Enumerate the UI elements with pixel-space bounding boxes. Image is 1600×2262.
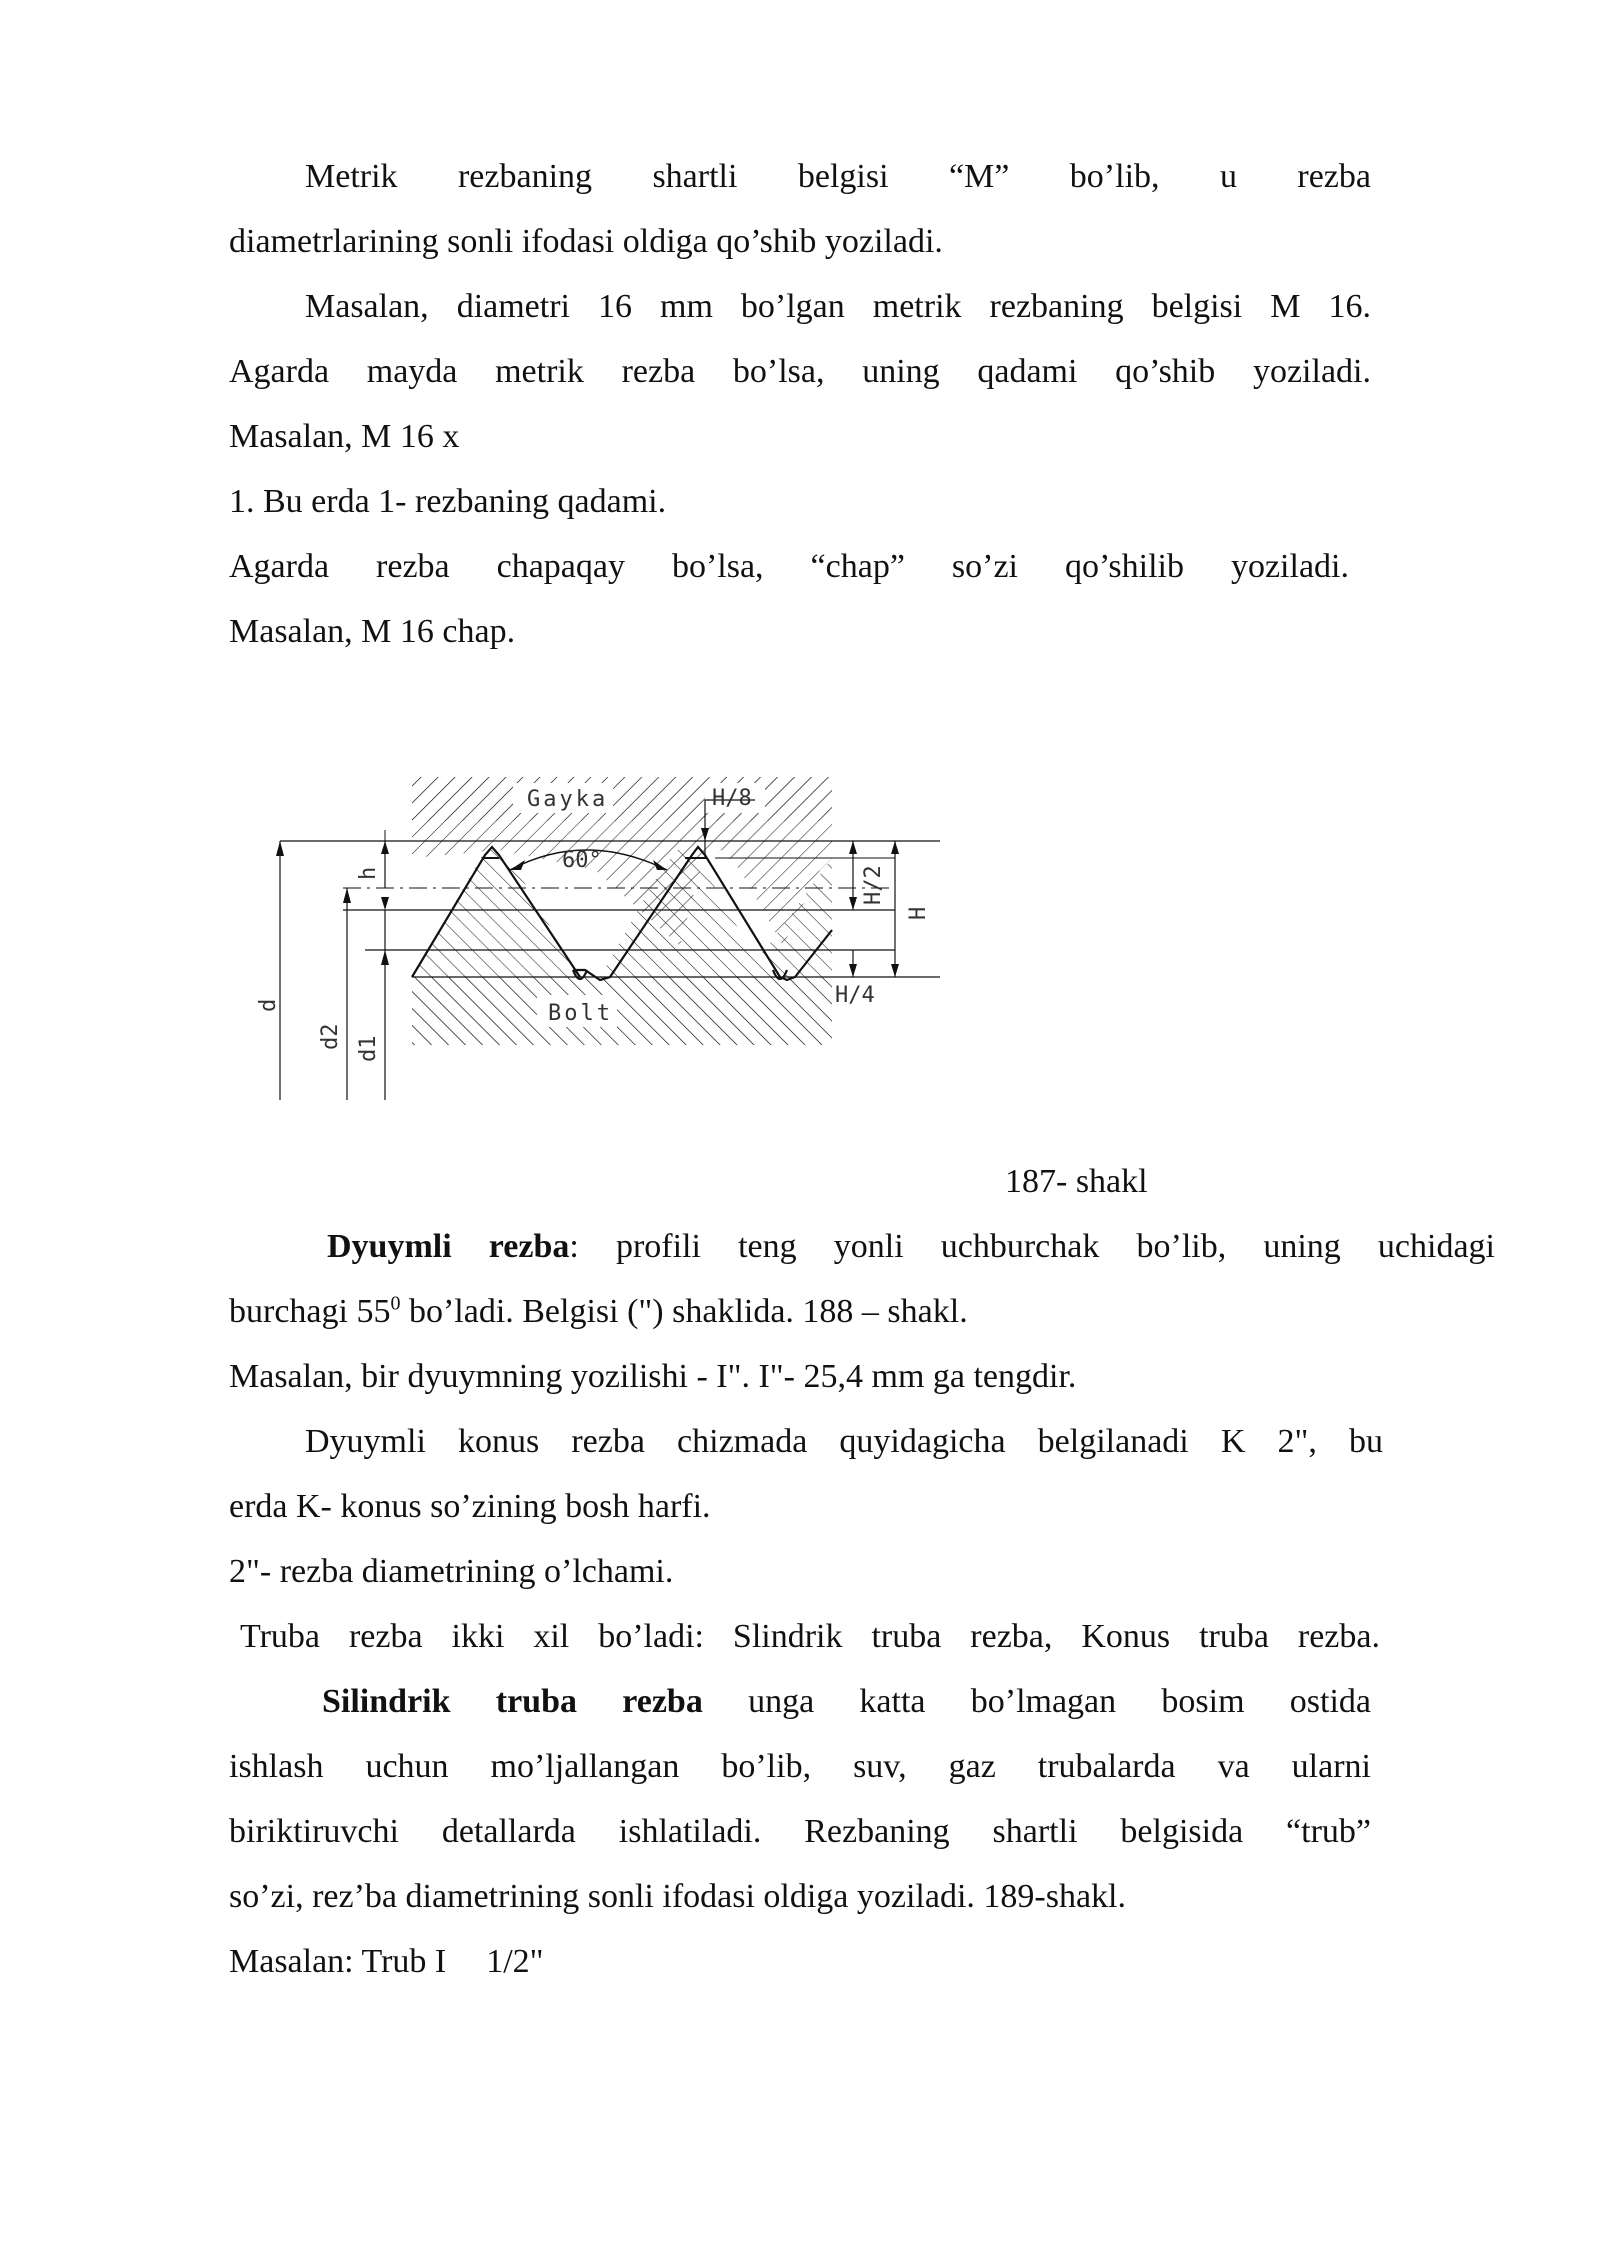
label-d2: d2 bbox=[318, 1023, 343, 1050]
para2-line1: Masalan, diametri 16 mm bo’lgan metrik rezbaning belgisi M 16. bbox=[305, 288, 1371, 325]
para4-line2: erda K- konus so’zining bosh harfi. bbox=[229, 1488, 711, 1525]
para5-heading: Silindrik truba rezba bbox=[322, 1683, 703, 1720]
figure-caption: 187- shakl bbox=[1005, 1163, 1148, 1200]
para2-line3: Masalan, M 16 x bbox=[229, 418, 460, 455]
para4-line3: 2"- rezba diametrining o’lchami. bbox=[229, 1553, 674, 1590]
para5-line5 bbox=[229, 1942, 1371, 1982]
para5-line4: so’zi, rez’ba diametrining sonli ifodasi oldiga yoziladi. 189-shakl. bbox=[229, 1878, 1126, 1915]
para5-line1-text: unga katta bo’lmagan bosim ostida bbox=[702, 1683, 1372, 1720]
para5-line5-b: 1/2" bbox=[486, 1943, 544, 1980]
para5-line1 bbox=[322, 1682, 1371, 1722]
para5-line5-a: Masalan: Trub I bbox=[229, 1943, 447, 1980]
para2-line2: Agarda mayda metrik rezba bo’lsa, uning qadami qo’shib yoziladi. bbox=[229, 353, 1371, 390]
label-h4: H/4 bbox=[835, 983, 875, 1008]
thread-profile-figure bbox=[256, 770, 975, 1120]
label-H: H bbox=[906, 906, 931, 920]
para2-line6: Masalan, M 16 chap. bbox=[229, 613, 516, 650]
para3-line2-a: burchagi 55 bbox=[229, 1293, 391, 1330]
para3-heading: Dyuymli rezba bbox=[327, 1228, 570, 1265]
label-h8: H/8 bbox=[712, 786, 752, 811]
label-h2: H/2 bbox=[861, 865, 886, 905]
para3-line1 bbox=[327, 1227, 1495, 1267]
label-gayka: Gayka bbox=[527, 787, 609, 812]
para4-line1: Dyuymli konus rezba chizmada quyidagicha belgilanadi K 2", bu bbox=[305, 1423, 1383, 1460]
para5-line2: ishlash uchun mo’ljallangan bo’lib, suv, gaz trubalarda va ularni bbox=[229, 1748, 1371, 1785]
label-bolt: Bolt bbox=[548, 1001, 613, 1026]
para3-line1-text: : profili teng yonli uchburchak bo’lib, uning uchidagi bbox=[569, 1228, 1495, 1265]
para2-line5: Agarda rezba chapaqay bo’lsa, “chap” so’zi qo’shilib yoziladi. bbox=[229, 548, 1349, 585]
label-d: d bbox=[256, 998, 281, 1012]
para2-line4: 1. Bu erda 1- rezbaning qadami. bbox=[229, 483, 667, 520]
para5-line3: biriktiruvchi detallarda ishlatiladi. Rezbaning shartli belgisida “trub” bbox=[229, 1813, 1371, 1850]
label-angle: 60° bbox=[562, 848, 602, 873]
label-d1: d1 bbox=[356, 1035, 381, 1062]
label-h: h bbox=[356, 866, 381, 880]
para1-line1: Metrik rezbaning shartli belgisi “M” bo’lib, u rezba bbox=[305, 158, 1371, 195]
para3-line2-b: bo’ladi. Belgisi (") shaklida. 188 – shakl. bbox=[400, 1293, 968, 1330]
para1-line2: diametrlarining sonli ifodasi oldiga qo’shib yoziladi. bbox=[229, 223, 943, 260]
para4-line4: Truba rezba ikki xil bo’ladi: Slindrik truba rezba, Konus truba rezba. bbox=[240, 1618, 1380, 1655]
para3-line3: Masalan, bir dyuymning yozilishi - I". I"- 25,4 mm ga tengdir. bbox=[229, 1358, 1077, 1395]
para3-degree: 0 bbox=[390, 1292, 401, 1315]
para3-line2 bbox=[229, 1292, 1371, 1332]
